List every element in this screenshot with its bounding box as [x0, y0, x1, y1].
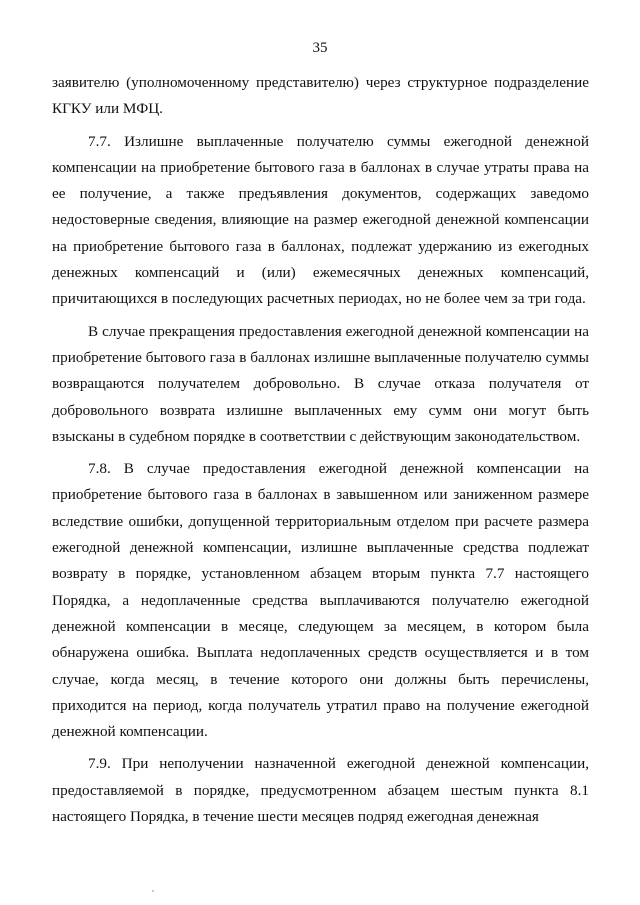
paragraph-7-7: 7.7. Излишне выплаченные получателю суммы ежегодной денежной компенсации на приобретение бытового газа в баллонах в случае утраты права на ее получение, а также предъявления документов, содержащих заведомо недостоверные сведения, влияющие на размер ежегодной денежной компенсации на приобретение бытового газа в баллонах, подлежат удержанию из ежегодных денежных компенсаций и (или) ежемесячных денежных компенсаций, причитающихся в последующих расчетных периодах, но не более чем за три года.: [52, 132, 589, 308]
scan-artifact: [152, 890, 154, 892]
paragraph-refund: В случае прекращения предоставления ежегодной денежной компенсации на приобретение бытового газа в баллонах излишне выплаченные получателю суммы возвращаются получателем добровольно. В случае отказа получателя от добровольного возврата излишне выплаченных ему сумм они могут быть взысканы в судебном порядке в соответствии с действующим законодательством.: [52, 322, 589, 445]
paragraph-7-9: 7.9. При неполучении назначенной ежегодной денежной компенсации, предоставляемой в порядке, предусмотренном абзацем шестым пункта 8.1 настоящего Порядка, в течение шести месяцев подряд ежегодная денежная: [52, 755, 589, 826]
paragraph-continuation: заявителю (уполномоченному представителю) через структурное подразделение КГКУ или МФЦ.: [52, 74, 589, 118]
page-number: 35: [312, 40, 328, 56]
document-body: [52, 70, 589, 836]
paragraph-7-8: 7.8. В случае предоставления ежегодной денежной компенсации на приобретение бытового газа в баллонах в завышенном или заниженном размере вследствие ошибки, допущенной территориальным отделом при расчете размера ежегодной денежной компенсации, излишне выплаченные средства подлежат возврату в порядке, установленном абзацем вторым пункта 7.7 настоящего Порядка, а недоплаченные средства выплачиваются получателю ежегодной денежной компенсации в месяце, следующем за месяцем, в котором была обнаружена ошибка. Выплата недоплаченных средств осуществляется и в том случае, когда месяц, в течение которого они должны быть перечислены, приходится на период, когда получатель утратил право на получение ежегодной денежной компенсации.: [52, 460, 589, 741]
